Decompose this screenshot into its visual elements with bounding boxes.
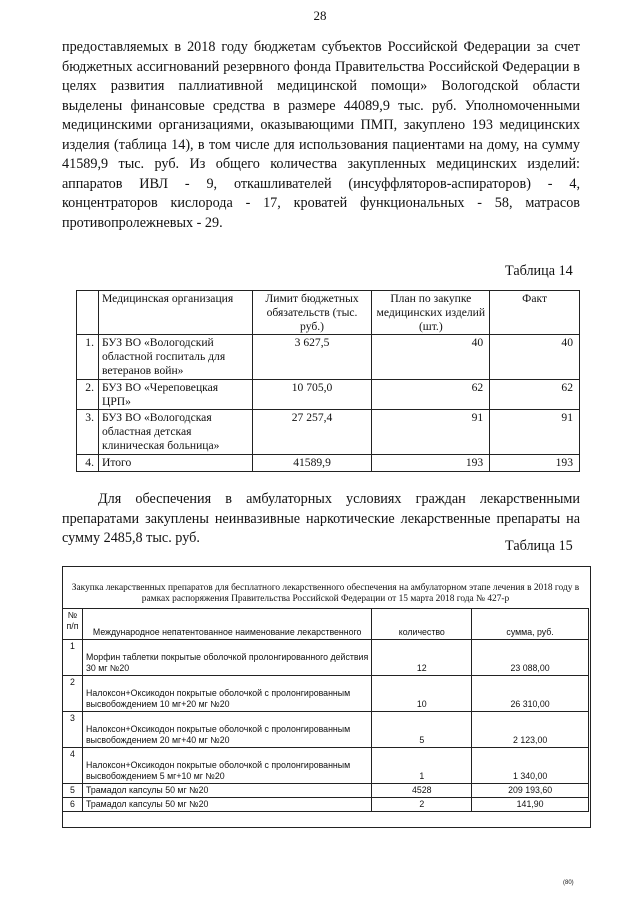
- paragraph-palliative-funding: предоставляемых в 2018 году бюджетам субъектов Российской Федерации за счет бюджетных ассигнований резервного фонда Правительства Российской Федерации в целях развития паллиативной медицинской помощи» Вологодской области выделены финансовые средства в размере 44089,9 тыс. руб. Уполномоченными медицинскими организациями, оказывающими ПМП, закуплено 193 медицинских изделия (таблица 14), в том числе для использования пациентами на дому, на сумму 41589,9 тыс. руб. Из общего количества закупленных медицинских изделий: аппаратов ИВЛ - 9, откашливателей (инсуффляторов-аспираторов) - 4, концентраторов кислорода - 17, кроватей функциональных - 58, матрасов противопролежневых - 29.: [62, 39, 580, 231]
- table-row: [63, 798, 589, 812]
- fact-value: 193: [490, 454, 580, 471]
- table15-caption: Таблица 15: [505, 538, 573, 554]
- table14-header-plan: План по закупке медицинских изделий (шт.): [372, 291, 490, 335]
- limit-value: 27 257,4: [252, 410, 372, 454]
- row-number: 4.: [77, 454, 99, 471]
- quantity: 5: [372, 712, 472, 748]
- table-row: [63, 712, 589, 748]
- table-row: [63, 640, 589, 676]
- org-name: БУЗ ВО «Вологодский областной госпиталь для ветеранов войн»: [98, 335, 252, 379]
- quantity: 12: [372, 640, 472, 676]
- table-row: [77, 379, 580, 410]
- drug-name: Налоксон+Оксикодон покрытые оболочкой с пролонгированным высвобождением 20 мг+40 мг №20: [82, 712, 371, 748]
- table-row: [77, 410, 580, 454]
- table15-header-sum: сумма, руб.: [472, 609, 589, 640]
- total-label: Итого: [98, 454, 252, 471]
- table15-title: Закупка лекарственных препаратов для бесплатного лекарственного обеспечения на амбулаторном этапе лечения в 2018 году в рамках распоряжения Правительства Российской Федерации от 15 марта 2018 года № 427-р: [71, 583, 580, 605]
- plan-value: 62: [372, 379, 490, 410]
- fact-value: 91: [490, 410, 580, 454]
- row-number: 1.: [77, 335, 99, 379]
- table15-header-qty: количество: [372, 609, 472, 640]
- table14-header-limit: Лимит бюджетных обязательств (тыс. руб.): [252, 291, 372, 335]
- row-number: 6: [63, 798, 83, 812]
- fact-value: 40: [490, 335, 580, 379]
- page-number: 28: [313, 8, 327, 23]
- amount: 23 088,00: [472, 640, 589, 676]
- row-number: 1: [63, 640, 83, 676]
- table14-header-fact: Факт: [490, 291, 580, 335]
- table14-header-num: [77, 291, 99, 335]
- table-row: [63, 748, 589, 784]
- limit-value: 10 705,0: [252, 379, 372, 410]
- limit-value: 41589,9: [252, 454, 372, 471]
- quantity: 10: [372, 676, 472, 712]
- table-row: [77, 335, 580, 379]
- drug-name: Налоксон+Оксикодон покрытые оболочкой с пролонгированным высвобождением 5 мг+10 мг №20: [82, 748, 371, 784]
- table-row: [63, 676, 589, 712]
- quantity: 4528: [372, 784, 472, 798]
- limit-value: 3 627,5: [252, 335, 372, 379]
- table-row-total: [77, 454, 580, 471]
- quantity: 2: [372, 798, 472, 812]
- row-number: 2: [63, 676, 83, 712]
- org-name: БУЗ ВО «Вологодская областная детская клиническая больница»: [98, 410, 252, 454]
- table15: [62, 608, 589, 812]
- table14: [76, 290, 580, 472]
- amount: 141,90: [472, 798, 589, 812]
- amount: 2 123,00: [472, 712, 589, 748]
- row-number: 4: [63, 748, 83, 784]
- row-number: 3: [63, 712, 83, 748]
- table15-header-num: № п/п: [63, 609, 83, 640]
- plan-value: 193: [372, 454, 490, 471]
- table14-header-org: Медицинская организация: [98, 291, 252, 335]
- paragraph-outpatient-drugs: Для обеспечения в амбулаторных условиях граждан лекарственными препаратами закуплены неинвазивные наркотические лекарственные препараты на сумму 2485,8 тыс. руб.: [62, 491, 580, 546]
- amount: 209 193,60: [472, 784, 589, 798]
- row-number: 5: [63, 784, 83, 798]
- row-number: 2.: [77, 379, 99, 410]
- plan-value: 40: [372, 335, 490, 379]
- drug-name: Налоксон+Оксикодон покрытые оболочкой с пролонгированным высвобождением 10 мг+20 мг №20: [82, 676, 371, 712]
- amount: 26 310,00: [472, 676, 589, 712]
- fact-value: 62: [490, 379, 580, 410]
- amount: 1 340,00: [472, 748, 589, 784]
- table15-header-name: Международное непатентованное наименование лекарственного: [82, 609, 371, 640]
- org-name: БУЗ ВО «Череповецкая ЦРП»: [98, 379, 252, 410]
- table14-header-row: [77, 291, 580, 335]
- table14-caption: Таблица 14: [505, 263, 573, 279]
- drug-name: Морфин таблетки покрытые оболочкой пролонгированного действия 30 мг №20: [82, 640, 371, 676]
- table-row: [63, 784, 589, 798]
- drug-name: Трамадол капсулы 50 мг №20: [82, 798, 371, 812]
- quantity: 1: [372, 748, 472, 784]
- footer-mark: (80): [563, 880, 574, 886]
- plan-value: 91: [372, 410, 490, 454]
- table15-header-row: [63, 609, 589, 640]
- drug-name: Трамадол капсулы 50 мг №20: [82, 784, 371, 798]
- row-number: 3.: [77, 410, 99, 454]
